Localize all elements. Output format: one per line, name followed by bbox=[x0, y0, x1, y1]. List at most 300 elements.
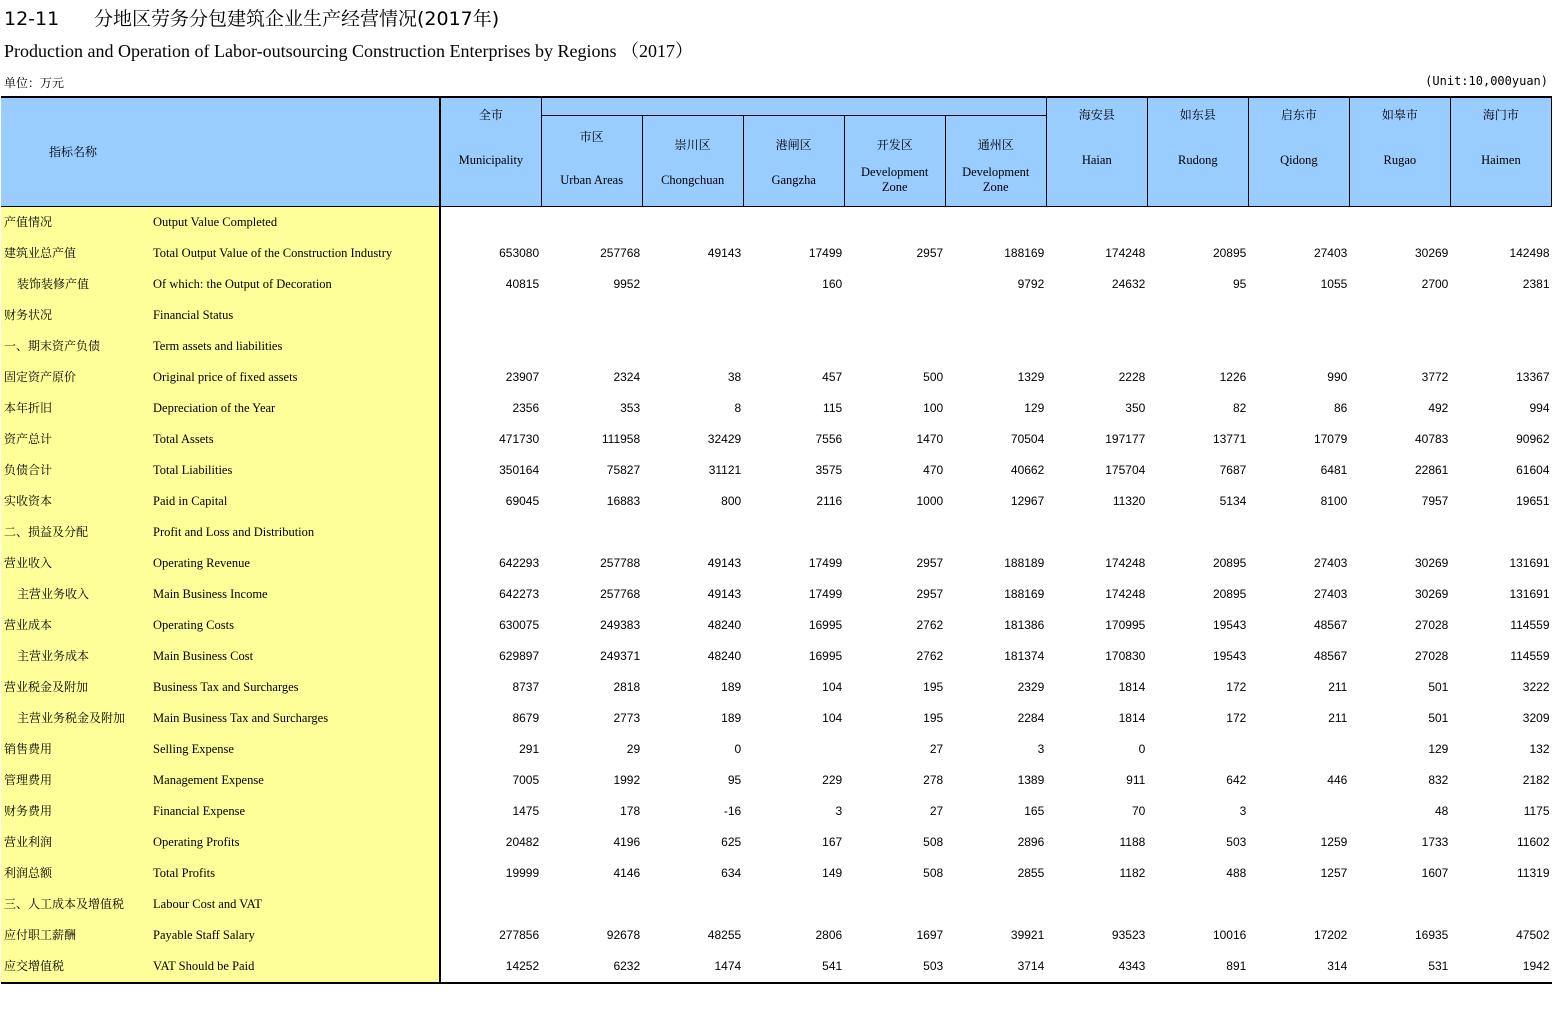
table-cell bbox=[844, 300, 945, 331]
table-cell: 48255 bbox=[707, 928, 742, 942]
table-cell: 23907 bbox=[505, 370, 540, 384]
table-cell: 49143 bbox=[707, 246, 742, 260]
table-cell: 17499 bbox=[808, 246, 843, 260]
table-cell: 19651 bbox=[1516, 494, 1550, 508]
table-cell: 249371 bbox=[600, 649, 641, 663]
table-cell: 990 bbox=[1327, 370, 1348, 384]
table-number: 12-11 bbox=[4, 8, 60, 30]
table-cell: 3772 bbox=[1421, 370, 1449, 384]
table-row bbox=[1, 331, 1552, 362]
table-cell: 500 bbox=[923, 370, 944, 384]
table-cell bbox=[1147, 734, 1248, 765]
table-cell: -16 bbox=[723, 804, 742, 818]
table-cell: 1000 bbox=[916, 494, 944, 508]
row-label-en: Operating Revenue bbox=[149, 548, 440, 579]
table-cell bbox=[541, 517, 642, 548]
table-cell: 32429 bbox=[707, 432, 742, 446]
table-cell: 800 bbox=[721, 494, 742, 508]
table-cell: 20895 bbox=[1212, 556, 1247, 570]
table-cell: 95 bbox=[727, 773, 742, 787]
table-cell bbox=[1248, 796, 1349, 827]
table-cell: 2284 bbox=[1017, 711, 1045, 725]
table-cell: 188169 bbox=[1004, 587, 1045, 601]
table-cell: 27028 bbox=[1414, 618, 1449, 632]
table-cell: 167 bbox=[822, 835, 843, 849]
table-cell bbox=[1349, 300, 1450, 331]
header-haimen: 海门市 Haimen bbox=[1450, 97, 1551, 207]
table-cell: 1814 bbox=[1118, 680, 1146, 694]
table-cell: 27028 bbox=[1414, 649, 1449, 663]
table-cell bbox=[440, 331, 541, 362]
header-development-zone: 开发区 Development Zone bbox=[844, 116, 945, 207]
table-row bbox=[1, 951, 1552, 983]
row-label-cn: 管理费用 bbox=[1, 765, 149, 796]
table-cell: 22861 bbox=[1414, 463, 1449, 477]
table-cell: 181386 bbox=[1004, 618, 1045, 632]
table-cell bbox=[743, 331, 844, 362]
table-row bbox=[1, 455, 1552, 486]
table-cell bbox=[642, 517, 743, 548]
table-cell: 642273 bbox=[499, 587, 540, 601]
table-cell: 17079 bbox=[1313, 432, 1348, 446]
row-label-en: Total Profits bbox=[149, 858, 440, 889]
table-cell: 257788 bbox=[600, 556, 641, 570]
table-cell: 86 bbox=[1333, 401, 1348, 415]
table-cell bbox=[1147, 331, 1248, 362]
table-cell: 2896 bbox=[1017, 835, 1045, 849]
table-cell bbox=[1046, 300, 1147, 331]
header-qidong: 启东市 Qidong bbox=[1248, 97, 1349, 207]
header-gangzha: 港闸区 Gangzha bbox=[743, 116, 844, 207]
row-label-cn: 资产总计 bbox=[1, 424, 149, 455]
table-cell: 3209 bbox=[1522, 711, 1550, 725]
row-label-en: Payable Staff Salary bbox=[149, 920, 440, 951]
row-label-cn: 二、损益及分配 bbox=[1, 517, 149, 548]
table-cell: 7005 bbox=[512, 773, 540, 787]
table-cell: 8679 bbox=[512, 711, 540, 725]
table-cell: 189 bbox=[721, 680, 742, 694]
table-row bbox=[1, 796, 1552, 827]
row-label-en: Operating Profits bbox=[149, 827, 440, 858]
table-cell: 17499 bbox=[808, 587, 843, 601]
header-haian: 海安县 Haian bbox=[1046, 97, 1147, 207]
table-cell: 278 bbox=[923, 773, 944, 787]
table-cell: 165 bbox=[1024, 804, 1045, 818]
table-cell: 100 bbox=[923, 401, 944, 415]
row-label-en: Profit and Loss and Distribution bbox=[149, 517, 440, 548]
table-cell: 629897 bbox=[499, 649, 540, 663]
table-cell: 17499 bbox=[808, 556, 843, 570]
table-cell: 7556 bbox=[815, 432, 843, 446]
table-cell: 132 bbox=[1529, 742, 1550, 756]
table-cell: 1814 bbox=[1118, 711, 1146, 725]
table-cell: 531 bbox=[1349, 951, 1450, 983]
row-label-en: Paid in Capital bbox=[149, 486, 440, 517]
row-label-cn: 主营业务成本 bbox=[1, 641, 149, 672]
table-cell: 1607 bbox=[1421, 866, 1449, 880]
table-row bbox=[1, 703, 1552, 734]
table-cell: 115 bbox=[823, 401, 843, 415]
table-cell: 2762 bbox=[916, 649, 944, 663]
table-cell: 178 bbox=[620, 804, 641, 818]
table-cell: 630075 bbox=[499, 618, 540, 632]
table-cell bbox=[1147, 207, 1248, 239]
table-cell: 170830 bbox=[1105, 649, 1146, 663]
table-cell: 1475 bbox=[512, 804, 540, 818]
table-cell: 211 bbox=[1328, 680, 1348, 694]
table-cell: 1942 bbox=[1450, 951, 1551, 983]
table-cell: 642 bbox=[1226, 773, 1247, 787]
table-cell: 40815 bbox=[505, 277, 540, 291]
table-cell: 142498 bbox=[1509, 246, 1550, 260]
table-cell: 90962 bbox=[1516, 432, 1550, 446]
table-row bbox=[1, 641, 1552, 672]
row-label-en: Management Expense bbox=[149, 765, 440, 796]
table-cell: 31121 bbox=[708, 463, 742, 477]
table-cell: 6481 bbox=[1320, 463, 1348, 477]
table-cell bbox=[1450, 300, 1551, 331]
row-label-en: Depreciation of the Year bbox=[149, 393, 440, 424]
row-label-en: Term assets and liabilities bbox=[149, 331, 440, 362]
table-cell: 24632 bbox=[1111, 277, 1146, 291]
table-cell: 75827 bbox=[606, 463, 641, 477]
table-cell: 30269 bbox=[1414, 556, 1449, 570]
row-label-en: Original price of fixed assets bbox=[149, 362, 440, 393]
table-cell bbox=[541, 889, 642, 920]
row-label-cn: 一、期末资产负债 bbox=[1, 331, 149, 362]
row-label-cn: 财务状况 bbox=[1, 300, 149, 331]
table-cell: 27 bbox=[929, 742, 944, 756]
table-cell: 2182 bbox=[1522, 773, 1550, 787]
table-cell bbox=[844, 207, 945, 239]
table-cell: 229 bbox=[822, 773, 843, 787]
table-cell: 30269 bbox=[1414, 587, 1449, 601]
table-cell: 3575 bbox=[815, 463, 843, 477]
table-cell: 2329 bbox=[1017, 680, 1045, 694]
table-cell bbox=[743, 889, 844, 920]
table-cell bbox=[1147, 517, 1248, 548]
table-cell bbox=[642, 300, 743, 331]
table-cell: 508 bbox=[923, 835, 944, 849]
table-cell: 47502 bbox=[1516, 928, 1550, 942]
table-cell bbox=[1248, 300, 1349, 331]
table-cell bbox=[844, 889, 945, 920]
table-cell bbox=[1046, 207, 1147, 239]
table-cell: 2818 bbox=[613, 680, 641, 694]
table-cell bbox=[1147, 300, 1248, 331]
table-cell: 17202 bbox=[1313, 928, 1348, 942]
table-cell: 174248 bbox=[1105, 556, 1146, 570]
table-cell: 257768 bbox=[600, 587, 641, 601]
table-cell: 20482 bbox=[505, 835, 540, 849]
row-label-en: Main Business Income bbox=[149, 579, 440, 610]
table-cell bbox=[1046, 889, 1147, 920]
table-cell: 8 bbox=[734, 401, 742, 415]
table-cell: 2855 bbox=[1017, 866, 1045, 880]
table-cell: 1992 bbox=[613, 773, 641, 787]
table-cell: 0 bbox=[1138, 742, 1146, 756]
table-cell: 13367 bbox=[1516, 370, 1550, 384]
table-cell bbox=[945, 331, 1046, 362]
table-cell: 111958 bbox=[601, 432, 641, 446]
row-label-cn: 本年折旧 bbox=[1, 393, 149, 424]
table-row bbox=[1, 300, 1552, 331]
table-cell: 1329 bbox=[1017, 370, 1045, 384]
table-cell bbox=[1046, 331, 1147, 362]
table-cell: 9792 bbox=[1017, 277, 1045, 291]
table-cell bbox=[945, 517, 1046, 548]
table-cell: 172 bbox=[1226, 711, 1247, 725]
table-cell: 2356 bbox=[512, 401, 540, 415]
row-label-cn: 销售费用 bbox=[1, 734, 149, 765]
table-cell bbox=[440, 300, 541, 331]
table-cell: 211 bbox=[1328, 711, 1348, 725]
row-label-en: Total Assets bbox=[149, 424, 440, 455]
table-row bbox=[1, 889, 1552, 920]
table-cell: 501 bbox=[1428, 711, 1449, 725]
table-cell: 16995 bbox=[808, 649, 843, 663]
table-cell: 1055 bbox=[1320, 277, 1348, 291]
table-cell: 3 bbox=[1037, 742, 1045, 756]
table-cell: 911 bbox=[1126, 773, 1146, 787]
row-label-cn: 三、人工成本及增值税 bbox=[1, 889, 149, 920]
table-cell: 634 bbox=[721, 866, 742, 880]
row-label-cn: 应付职工薪酬 bbox=[1, 920, 149, 951]
table-cell: 1259 bbox=[1320, 835, 1348, 849]
table-cell bbox=[440, 889, 541, 920]
table-cell: 0 bbox=[734, 742, 742, 756]
row-label-en: VAT Should be Paid bbox=[149, 951, 440, 983]
table-cell: 7687 bbox=[1219, 463, 1247, 477]
table-cell: 471730 bbox=[499, 432, 540, 446]
title-text-cn: 分地区劳务分包建筑企业生产经营情况(2017年) bbox=[94, 8, 500, 30]
row-label-en: Main Business Cost bbox=[149, 641, 440, 672]
table-cell: 6232 bbox=[541, 951, 642, 983]
row-label-cn: 建筑业总产值 bbox=[1, 238, 149, 269]
table-cell: 541 bbox=[743, 951, 844, 983]
table-cell: 10016 bbox=[1212, 928, 1247, 942]
table-cell: 4343 bbox=[1046, 951, 1147, 983]
table-cell: 625 bbox=[721, 835, 742, 849]
table-cell: 16935 bbox=[1414, 928, 1449, 942]
header-municipality: 全市 Municipality bbox=[440, 97, 541, 207]
table-cell: 20895 bbox=[1212, 246, 1247, 260]
table-cell: 1257 bbox=[1320, 866, 1348, 880]
table-cell bbox=[945, 889, 1046, 920]
table-row bbox=[1, 672, 1552, 703]
table-cell: 19543 bbox=[1212, 649, 1247, 663]
row-label-en: Main Business Tax and Surcharges bbox=[149, 703, 440, 734]
table-cell: 27403 bbox=[1313, 587, 1348, 601]
table-cell: 257768 bbox=[600, 246, 641, 260]
table-row bbox=[1, 827, 1552, 858]
table-cell: 291 bbox=[519, 742, 540, 756]
table-row bbox=[1, 238, 1552, 269]
table-cell: 114559 bbox=[1510, 618, 1550, 632]
table-cell: 501 bbox=[1428, 680, 1449, 694]
table-cell bbox=[743, 517, 844, 548]
table-cell bbox=[844, 517, 945, 548]
table-row bbox=[1, 579, 1552, 610]
row-label-cn: 负债合计 bbox=[1, 455, 149, 486]
table-row bbox=[1, 486, 1552, 517]
table-cell: 1175 bbox=[1523, 804, 1550, 818]
table-cell: 131691 bbox=[1509, 556, 1550, 570]
table-cell: 314 bbox=[1248, 951, 1349, 983]
table-cell: 70504 bbox=[1010, 432, 1045, 446]
table-cell: 4196 bbox=[613, 835, 641, 849]
table-cell: 13771 bbox=[1212, 432, 1247, 446]
table-cell: 350 bbox=[1125, 401, 1146, 415]
table-cell bbox=[642, 269, 743, 300]
table-cell: 61604 bbox=[1516, 463, 1550, 477]
table-cell: 3222 bbox=[1522, 680, 1550, 694]
table-cell: 48 bbox=[1434, 804, 1449, 818]
table-cell: 488 bbox=[1226, 866, 1247, 880]
unit-label-cn: 单位：万元 bbox=[4, 76, 65, 90]
table-cell: 27 bbox=[929, 804, 944, 818]
table-cell: 2324 bbox=[613, 370, 641, 384]
table-cell: 492 bbox=[1428, 401, 1449, 415]
table-cell: 508 bbox=[923, 866, 944, 880]
table-cell: 832 bbox=[1428, 773, 1449, 787]
row-label-en: Total Liabilities bbox=[149, 455, 440, 486]
table-cell: 27403 bbox=[1313, 556, 1348, 570]
table-row bbox=[1, 362, 1552, 393]
table-row bbox=[1, 548, 1552, 579]
table-cell bbox=[743, 300, 844, 331]
table-cell bbox=[844, 269, 945, 300]
table-cell: 40783 bbox=[1414, 432, 1449, 446]
row-label-cn: 主营业务收入 bbox=[1, 579, 149, 610]
table-cell: 350164 bbox=[499, 463, 540, 477]
table-cell: 2116 bbox=[816, 494, 843, 508]
data-table bbox=[1, 96, 1552, 984]
table-cell bbox=[642, 889, 743, 920]
table-cell bbox=[1349, 889, 1450, 920]
table-cell bbox=[1349, 207, 1450, 239]
table-cell: 27403 bbox=[1313, 246, 1348, 260]
table-row bbox=[1, 207, 1552, 239]
header-urban-group-top bbox=[541, 97, 1046, 116]
table-cell bbox=[1248, 889, 1349, 920]
row-label-cn: 营业税金及附加 bbox=[1, 672, 149, 703]
table-cell: 891 bbox=[1147, 951, 1248, 983]
row-label-cn: 营业利润 bbox=[1, 827, 149, 858]
table-cell: 188169 bbox=[1004, 246, 1045, 260]
row-label-en: Labour Cost and VAT bbox=[149, 889, 440, 920]
row-label-en: Selling Expense bbox=[149, 734, 440, 765]
table-cell bbox=[642, 331, 743, 362]
unit-label-en: (Unit:10,000yuan) bbox=[1425, 74, 1548, 88]
table-cell: 457 bbox=[822, 370, 843, 384]
table-cell: 38 bbox=[727, 370, 742, 384]
table-cell bbox=[1248, 207, 1349, 239]
table-cell: 1733 bbox=[1421, 835, 1449, 849]
table-cell: 2762 bbox=[916, 618, 944, 632]
row-label-en: Business Tax and Surcharges bbox=[149, 672, 440, 703]
row-label-en: Of which: the Output of Decoration bbox=[149, 269, 440, 300]
table-cell: 653080 bbox=[499, 246, 540, 260]
table-cell: 195 bbox=[923, 711, 944, 725]
table-cell: 48567 bbox=[1313, 618, 1348, 632]
table-cell bbox=[1450, 889, 1551, 920]
table-cell: 30269 bbox=[1414, 246, 1449, 260]
table-cell: 131691 bbox=[1509, 587, 1550, 601]
table-row bbox=[1, 610, 1552, 641]
row-label-cn: 财务费用 bbox=[1, 796, 149, 827]
table-row bbox=[1, 424, 1552, 455]
header-indicator-name: 指标名称 bbox=[1, 97, 440, 207]
table-cell bbox=[743, 734, 844, 765]
table-cell: 48567 bbox=[1313, 649, 1348, 663]
row-label-cn: 装饰装修产值 bbox=[1, 269, 149, 300]
table-cell: 5134 bbox=[1219, 494, 1247, 508]
row-label-cn: 应交增值税 bbox=[1, 951, 149, 983]
row-label-cn: 固定资产原价 bbox=[1, 362, 149, 393]
table-cell: 1188 bbox=[1119, 835, 1146, 849]
table-cell: 2957 bbox=[916, 587, 944, 601]
table-cell: 2806 bbox=[815, 928, 843, 942]
table-cell bbox=[440, 207, 541, 239]
table-cell: 12967 bbox=[1010, 494, 1045, 508]
table-cell bbox=[541, 300, 642, 331]
table-cell: 93523 bbox=[1111, 928, 1146, 942]
table-row bbox=[1, 920, 1552, 951]
table-cell: 11602 bbox=[1517, 835, 1550, 849]
table-cell: 160 bbox=[822, 277, 843, 291]
table-cell: 69045 bbox=[505, 494, 540, 508]
table-cell: 9952 bbox=[613, 277, 641, 291]
table-row bbox=[1, 765, 1552, 796]
table-cell: 3714 bbox=[945, 951, 1046, 983]
row-label-cn: 利润总额 bbox=[1, 858, 149, 889]
row-label-en: Financial Status bbox=[149, 300, 440, 331]
table-cell bbox=[743, 207, 844, 239]
table-cell: 174248 bbox=[1105, 587, 1146, 601]
table-cell: 129 bbox=[1428, 742, 1449, 756]
table-cell: 3 bbox=[1239, 804, 1247, 818]
table-row bbox=[1, 734, 1552, 765]
row-label-en: Operating Costs bbox=[149, 610, 440, 641]
table-cell: 470 bbox=[923, 463, 944, 477]
table-cell: 1697 bbox=[916, 928, 944, 942]
table-cell: 11320 bbox=[1112, 494, 1146, 508]
table-cell: 49143 bbox=[707, 556, 742, 570]
row-label-cn: 营业成本 bbox=[1, 610, 149, 641]
table-cell bbox=[1248, 331, 1349, 362]
table-cell: 2957 bbox=[916, 246, 944, 260]
table-cell bbox=[945, 207, 1046, 239]
table-cell: 114559 bbox=[1510, 649, 1550, 663]
table-cell: 503 bbox=[1226, 835, 1247, 849]
table-cell bbox=[945, 300, 1046, 331]
table-cell: 642293 bbox=[499, 556, 540, 570]
table-cell bbox=[1147, 889, 1248, 920]
table-cell bbox=[541, 207, 642, 239]
table-cell: 195 bbox=[923, 680, 944, 694]
table-cell: 92678 bbox=[606, 928, 641, 942]
table-cell: 2228 bbox=[1118, 370, 1146, 384]
row-label-cn: 产值情况 bbox=[1, 207, 149, 239]
table-cell: 197177 bbox=[1105, 432, 1146, 446]
table-cell bbox=[1248, 734, 1349, 765]
table-row bbox=[1, 269, 1552, 300]
table-cell: 70 bbox=[1131, 804, 1146, 818]
table-cell: 188189 bbox=[1004, 556, 1045, 570]
table-row bbox=[1, 858, 1552, 889]
table-cell: 4146 bbox=[613, 866, 641, 880]
